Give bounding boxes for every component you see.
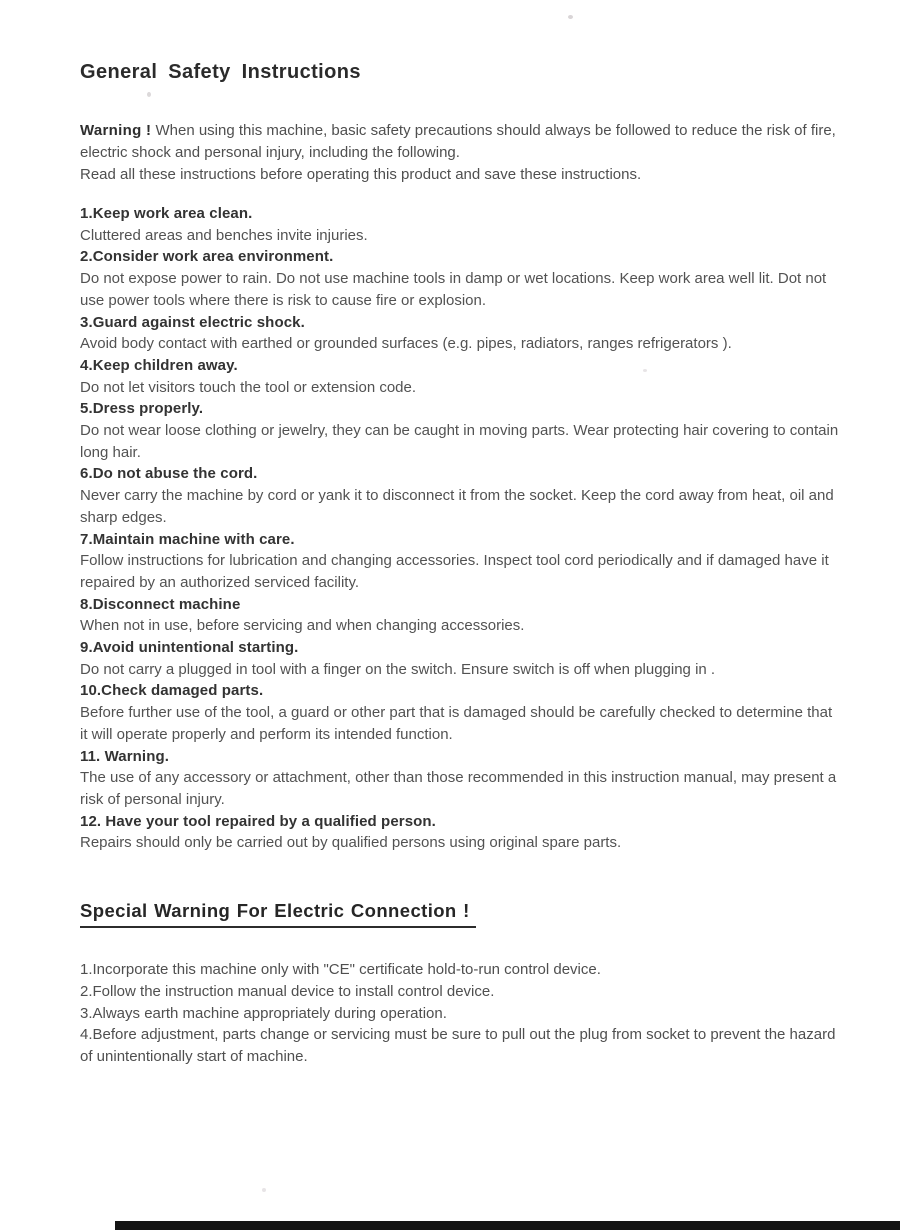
electric-connection-item: 4.Before adjustment, parts change or servicing must be sure to pull out the plug from socket to prevent the hazard of unintentionally start of machine. bbox=[80, 1026, 836, 1065]
safety-item-heading: 5.Dress properly. bbox=[80, 400, 204, 418]
safety-item-body: Avoid body contact with earthed or grounded surfaces (e.g. pipes, radiators, ranges refrigerators ). bbox=[80, 335, 732, 353]
safety-item-heading: 3.Guard against electric shock. bbox=[80, 313, 305, 331]
electric-connection-item: 3.Always earth machine appropriately during operation. bbox=[80, 1004, 447, 1022]
electric-connection-section-title bbox=[80, 899, 840, 928]
safety-item-heading: 4.Keep children away. bbox=[80, 356, 238, 374]
warning-label: Warning ! bbox=[80, 122, 152, 139]
safety-item-heading: 1.Keep work area clean. bbox=[80, 205, 253, 222]
safety-item-body: Never carry the machine by cord or yank it to disconnect it from the socket. Keep the cord away from heat, oil and sharp edges. bbox=[80, 487, 834, 526]
safety-item-body: Repairs should only be carried out by qualified persons using original spare parts. bbox=[80, 834, 622, 852]
scan-speck bbox=[568, 15, 573, 19]
document-page bbox=[80, 60, 840, 1068]
safety-item-body: Do not let visitors touch the tool or extension code. bbox=[80, 378, 417, 396]
scan-speck bbox=[262, 1188, 266, 1192]
safety-instructions-list bbox=[80, 203, 840, 854]
scan-speck bbox=[147, 92, 151, 97]
safety-item-heading: 2.Consider work area environment. bbox=[80, 248, 334, 266]
safety-item-heading: 8.Disconnect machine bbox=[80, 595, 241, 613]
safety-item-heading: 12. Have your tool repaired by a qualified person. bbox=[80, 812, 436, 830]
safety-item-heading: 7.Maintain machine with care. bbox=[80, 530, 295, 548]
page-title: General Safety Instructions bbox=[80, 61, 361, 83]
safety-item-heading: 9.Avoid unintentional starting. bbox=[80, 639, 299, 657]
safety-item-body: Do not carry a plugged in tool with a finger on the switch. Ensure switch is off when plugging in . bbox=[80, 660, 716, 678]
safety-item-body: Cluttered areas and benches invite injuries. bbox=[80, 226, 368, 244]
warning-text: When using this machine, basic safety precautions should always be followed to reduce the risk of fire, electric shock and personal injury, including the following. bbox=[80, 122, 836, 161]
scan-edge-bar bbox=[115, 1221, 900, 1230]
safety-item-heading: 6.Do not abuse the cord. bbox=[80, 465, 258, 483]
safety-item-body: Before further use of the tool, a guard or other part that is damaged should be carefully checked to determine that it will operate properly and perform its intended function. bbox=[80, 704, 833, 743]
scan-speck bbox=[643, 369, 647, 372]
safety-item-heading: 10.Check damaged parts. bbox=[80, 682, 264, 700]
electric-connection-item: 2.Follow the instruction manual device to install control device. bbox=[80, 982, 495, 1000]
safety-item-body: When not in use, before servicing and when changing accessories. bbox=[80, 617, 525, 635]
safety-item-heading: 11. Warning. bbox=[80, 747, 169, 765]
electric-connection-list bbox=[80, 959, 840, 1068]
safety-item-body: The use of any accessory or attachment, other than those recommended in this instruction manual, may present a risk of personal injury. bbox=[80, 769, 837, 808]
warning-intro bbox=[80, 120, 840, 186]
read-instructions-line: Read all these instructions before operating this product and save these instructions. bbox=[80, 166, 642, 183]
warning-intro-paragraph bbox=[80, 120, 840, 164]
safety-item-body: Do not wear loose clothing or jewelry, they can be caught in moving parts. Wear protecting hair covering to contain long hair. bbox=[80, 422, 839, 461]
electric-connection-item: 1.Incorporate this machine only with "CE" certificate hold-to-run control device. bbox=[80, 961, 601, 979]
safety-item-body: Follow instructions for lubrication and changing accessories. Inspect tool cord periodically and if damaged have it repaired by an authorized serviced facility. bbox=[80, 552, 829, 591]
safety-item-body: Do not expose power to rain. Do not use machine tools in damp or wet locations. Keep work area well lit. Dot not use power tools where there is risk to cause fire or explosion. bbox=[80, 270, 827, 309]
electric-connection-section-title-text: Special Warning For Electric Connection ! bbox=[80, 899, 476, 928]
